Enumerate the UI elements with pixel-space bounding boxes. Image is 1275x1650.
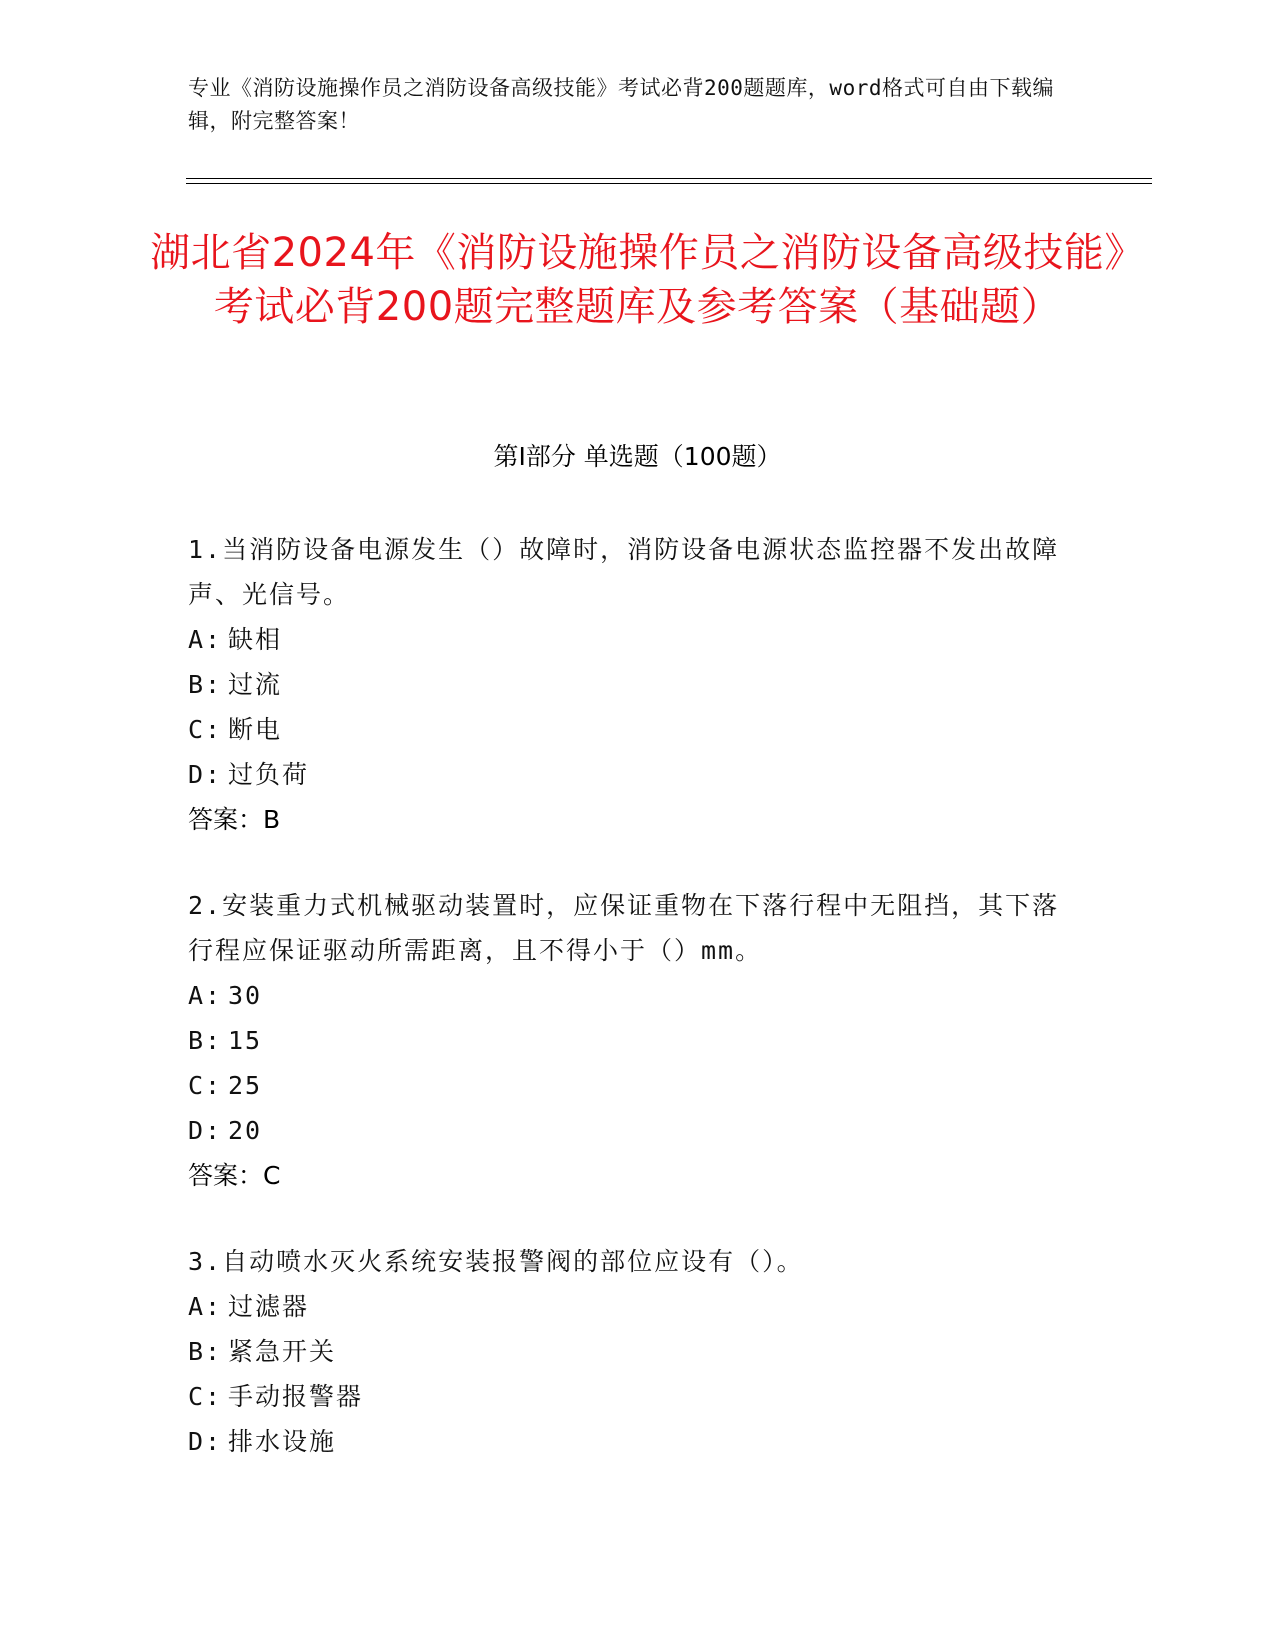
option-c <box>188 707 1068 752</box>
option-letter: A: <box>188 981 223 1010</box>
question-answer: 答案：B <box>188 805 281 834</box>
option-d <box>188 1108 1068 1153</box>
question-stem: 2.安装重力式机械驱动装置时，应保证重物在下落行程中无阻挡，其下落行程应保证驱动所需距离，且不得小于（）mm。 <box>188 891 1060 965</box>
option-text: 过流 <box>228 670 283 699</box>
document-title: 湖北省2024年《消防设施操作员之消防设备高级技能》考试必背200题完整题库及参考答案（基础题） <box>150 230 1125 330</box>
option-text: 25 <box>228 1071 263 1100</box>
header-note: 专业《消防设施操作员之消防设备高级技能》考试必背200题题库，word格式可自由下载编辑，附完整答案！ <box>188 76 1054 133</box>
option-letter: D: <box>188 1116 223 1145</box>
header-rule-top <box>186 178 1152 179</box>
option-c <box>188 1374 1068 1419</box>
option-text: 过负荷 <box>228 760 310 789</box>
header-rule-bottom <box>186 183 1152 184</box>
section-title: 第I部分 单选题（100题） <box>493 442 782 471</box>
option-a <box>188 1284 1068 1329</box>
question-2 <box>188 883 1068 1198</box>
option-a <box>188 617 1068 662</box>
option-text: 过滤器 <box>228 1292 310 1321</box>
option-text: 30 <box>228 981 263 1010</box>
option-letter: B: <box>188 1026 223 1055</box>
option-letter: C: <box>188 1382 223 1411</box>
option-text: 20 <box>228 1116 263 1145</box>
option-a <box>188 973 1068 1018</box>
option-text: 手动报警器 <box>228 1382 364 1411</box>
question-answer: 答案：C <box>188 1161 281 1190</box>
option-d <box>188 1419 1068 1464</box>
question-3 <box>188 1239 1068 1464</box>
option-text: 断电 <box>228 715 283 744</box>
option-letter: A: <box>188 625 223 654</box>
option-text: 排水设施 <box>228 1427 337 1456</box>
option-letter: A: <box>188 1292 223 1321</box>
option-b <box>188 1329 1068 1374</box>
option-letter: C: <box>188 715 223 744</box>
question-1 <box>188 527 1068 842</box>
option-letter: D: <box>188 760 223 789</box>
option-letter: D: <box>188 1427 223 1456</box>
option-text: 缺相 <box>228 625 283 654</box>
option-letter: B: <box>188 1337 223 1366</box>
question-stem: 3.自动喷水灭火系统安装报警阀的部位应设有（）。 <box>188 1247 804 1276</box>
option-c <box>188 1063 1068 1108</box>
option-letter: C: <box>188 1071 223 1100</box>
option-b <box>188 1018 1068 1063</box>
option-text: 紧急开关 <box>228 1337 337 1366</box>
question-list <box>188 527 1068 1505</box>
question-stem: 1.当消防设备电源发生（）故障时，消防设备电源状态监控器不发出故障声、光信号。 <box>188 535 1060 609</box>
option-text: 15 <box>228 1026 263 1055</box>
option-b <box>188 662 1068 707</box>
option-letter: B: <box>188 670 223 699</box>
option-d <box>188 752 1068 797</box>
